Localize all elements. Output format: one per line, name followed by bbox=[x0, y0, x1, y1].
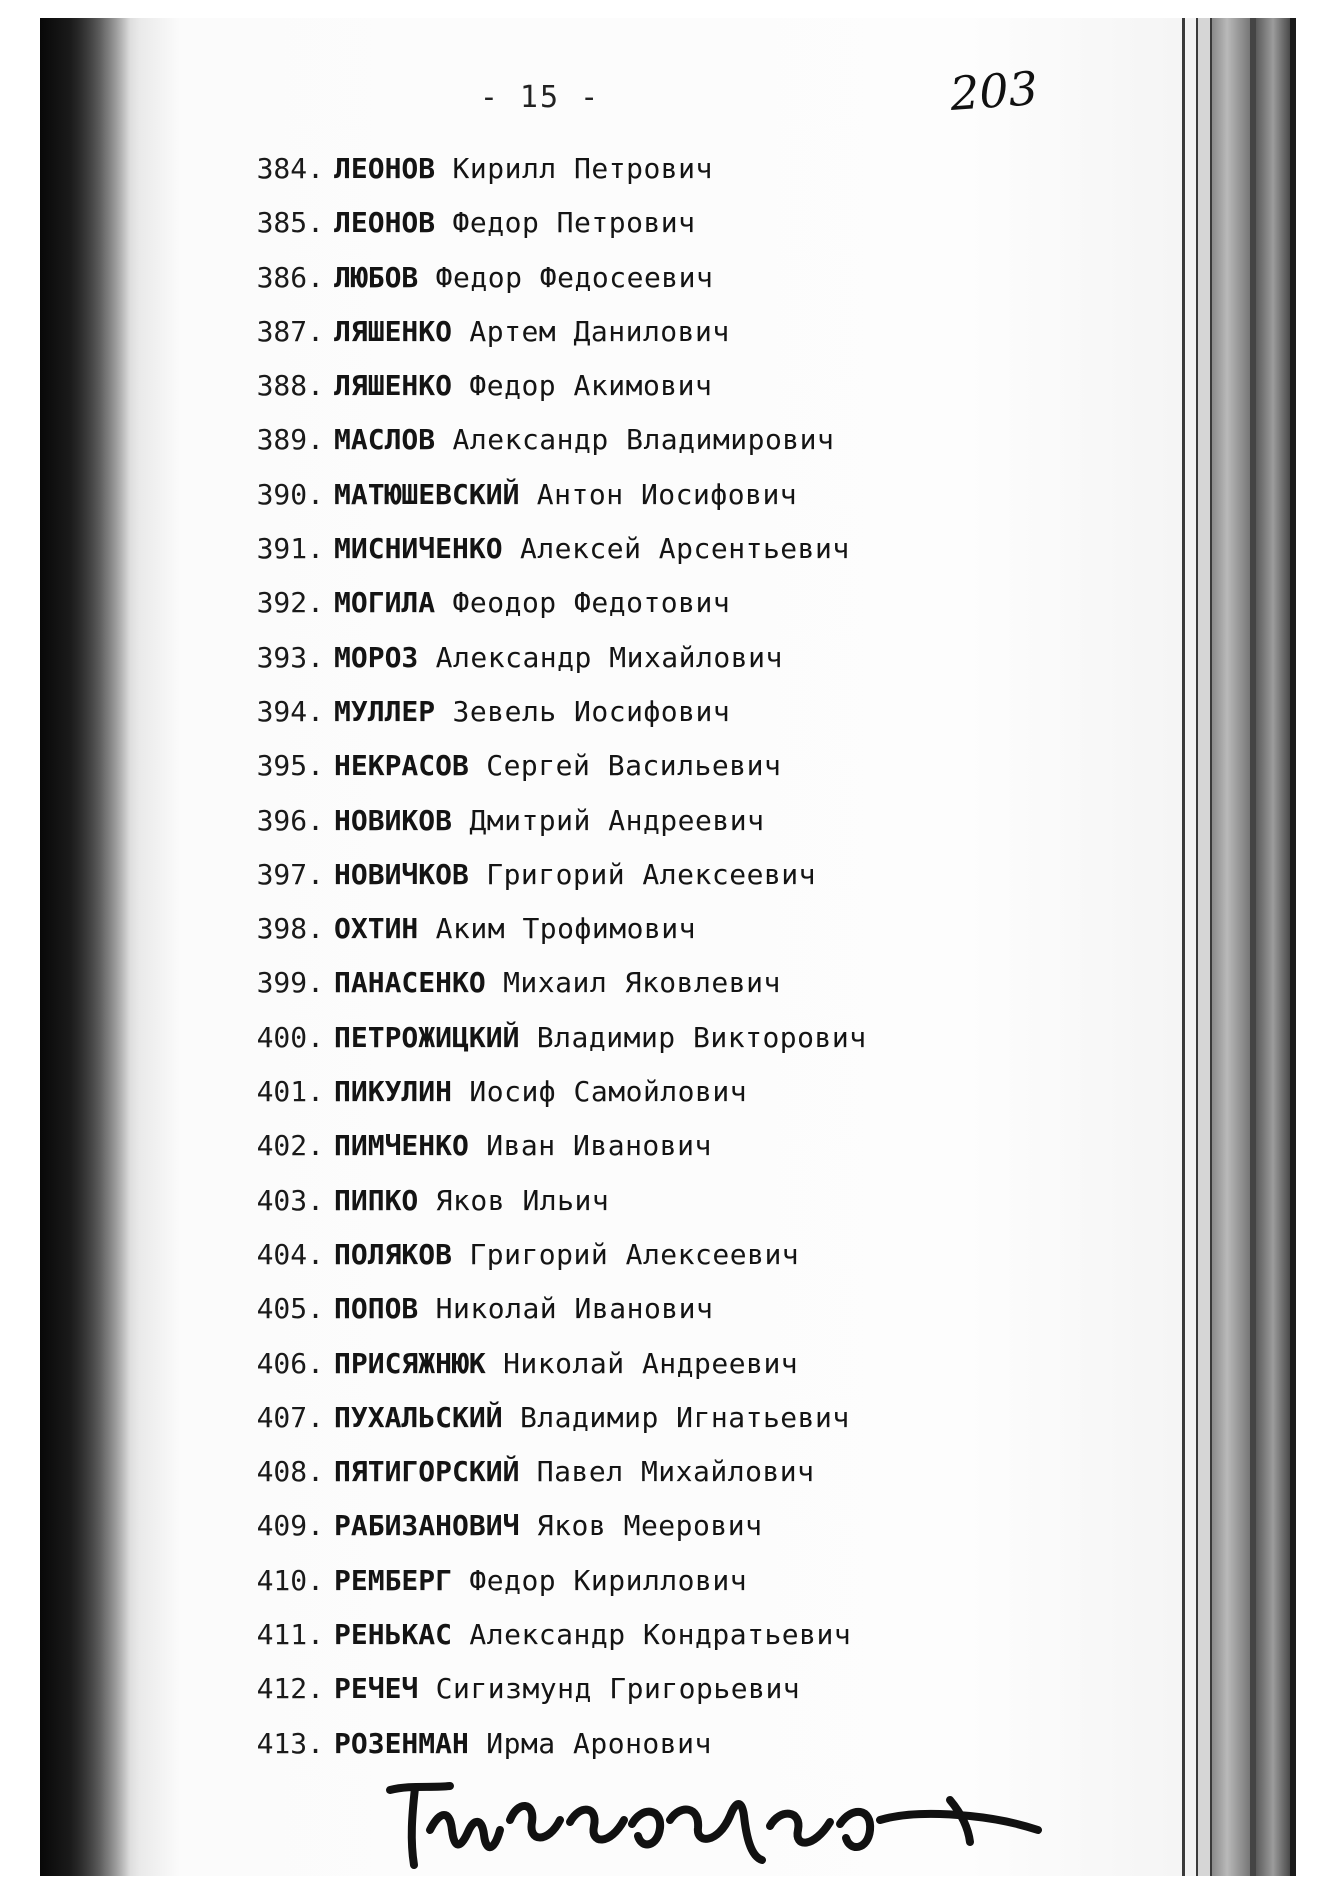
entry-surname: МАТЮШЕВСКИЙ bbox=[334, 477, 520, 511]
entry-surname: ПУХАЛЬСКИЙ bbox=[334, 1400, 503, 1434]
list-item bbox=[228, 1455, 867, 1509]
entry-number: 411. bbox=[256, 1618, 324, 1652]
entry-name bbox=[334, 1672, 800, 1705]
entry-name bbox=[334, 586, 730, 619]
list-item bbox=[228, 1509, 867, 1563]
entry-name bbox=[334, 423, 834, 456]
entry-surname: ПИМЧЕНКО bbox=[334, 1129, 469, 1163]
list-item bbox=[228, 206, 867, 260]
entry-number: 392. bbox=[256, 586, 324, 620]
entry-number: 384. bbox=[256, 152, 324, 185]
list-item bbox=[228, 478, 867, 532]
entry-given-names: Николай Иванович bbox=[435, 1292, 714, 1326]
entry-surname: МОРОЗ bbox=[334, 640, 419, 674]
entry-name bbox=[334, 966, 781, 999]
list-item bbox=[228, 804, 867, 858]
entry-name bbox=[334, 1509, 762, 1542]
entry-name bbox=[334, 1347, 798, 1380]
entry-given-names: Яков Меерович bbox=[536, 1509, 763, 1543]
entry-number: 410. bbox=[256, 1563, 324, 1597]
list-item bbox=[228, 261, 867, 315]
entry-surname: ПОПОВ bbox=[334, 1292, 419, 1326]
entry-name bbox=[334, 1292, 713, 1325]
entry-given-names: Владимир Викторович bbox=[536, 1020, 867, 1054]
entry-name bbox=[334, 1727, 712, 1760]
entry-surname: ПЕТРОЖИЦКИЙ bbox=[334, 1020, 520, 1054]
entry-number: 407. bbox=[256, 1400, 324, 1434]
list-item bbox=[228, 1618, 867, 1672]
list-item bbox=[228, 1129, 867, 1183]
entry-number: 413. bbox=[256, 1726, 324, 1760]
entry-surname: МАСЛОВ bbox=[334, 423, 436, 457]
page-edge bbox=[1290, 18, 1296, 1876]
entry-surname: РЕЧЕЧ bbox=[334, 1672, 419, 1706]
entry-number: 393. bbox=[256, 640, 324, 674]
entry-surname: МУЛЛЕР bbox=[334, 694, 436, 728]
entry-surname: НОВИЧКОВ bbox=[334, 857, 469, 891]
entry-given-names: Федор Акимович bbox=[469, 369, 713, 403]
entry-name bbox=[334, 1564, 747, 1597]
list-item bbox=[228, 1238, 867, 1292]
list-item bbox=[228, 641, 867, 695]
entry-given-names: Григорий Алексеевич bbox=[469, 1237, 800, 1271]
entry-number: 395. bbox=[256, 749, 324, 783]
list-item bbox=[228, 1564, 867, 1618]
entry-surname: ПИПКО bbox=[334, 1183, 419, 1217]
entry-name bbox=[334, 261, 713, 294]
entry-given-names: Павел Михайлович bbox=[536, 1455, 815, 1489]
entry-name bbox=[334, 1455, 815, 1488]
list-item bbox=[228, 532, 867, 586]
entry-name bbox=[334, 858, 816, 891]
entry-surname: НОВИКОВ bbox=[334, 803, 453, 837]
entry-number: 394. bbox=[256, 694, 324, 728]
entry-surname: МОГИЛА bbox=[334, 586, 436, 620]
entry-number: 385. bbox=[256, 206, 324, 240]
entry-name bbox=[334, 315, 730, 348]
entry-number: 386. bbox=[256, 260, 324, 294]
entry-surname: ПИКУЛИН bbox=[334, 1075, 453, 1109]
entry-name bbox=[334, 1021, 867, 1054]
entry-number: 396. bbox=[256, 803, 324, 837]
entry-number: 409. bbox=[256, 1509, 324, 1543]
entry-given-names: Иван Иванович bbox=[486, 1129, 712, 1163]
entry-number: 412. bbox=[256, 1672, 324, 1706]
entry-surname: ЛЕОНОВ bbox=[334, 206, 436, 240]
handwritten-signature bbox=[370, 1760, 1050, 1875]
entry-given-names: Феодор Федотович bbox=[452, 586, 731, 620]
entry-name bbox=[334, 1238, 799, 1271]
entry-name bbox=[334, 641, 783, 674]
entry-number: 389. bbox=[256, 423, 324, 457]
entry-number: 400. bbox=[256, 1020, 324, 1054]
entry-number: 391. bbox=[256, 532, 324, 566]
entry-given-names: Зевель Иосифович bbox=[452, 694, 731, 728]
entry-surname: ЛЕОНОВ bbox=[334, 152, 436, 185]
page-edge bbox=[1182, 18, 1185, 1876]
entry-surname: НЕКРАСОВ bbox=[334, 749, 469, 783]
entry-surname: ЛЯШЕНКО bbox=[334, 314, 453, 348]
page-number: - 15 - bbox=[479, 80, 601, 115]
entry-surname: РЕМБЕРГ bbox=[334, 1563, 453, 1597]
list-item bbox=[228, 1672, 867, 1726]
entry-number: 405. bbox=[256, 1292, 324, 1326]
list-item bbox=[228, 1401, 867, 1455]
entry-given-names: Ирма Аронович bbox=[486, 1726, 712, 1760]
entry-number: 390. bbox=[256, 477, 324, 511]
entry-surname: РАБИЗАНОВИЧ bbox=[334, 1509, 520, 1543]
entry-name bbox=[334, 369, 712, 402]
entry-given-names: Николай Андреевич bbox=[503, 1346, 799, 1380]
entry-name bbox=[334, 1401, 850, 1434]
entry-name bbox=[334, 695, 730, 728]
entry-given-names: Федор Федосеевич bbox=[435, 260, 714, 294]
list-item bbox=[228, 152, 867, 206]
entry-surname: РЕНЬКАС bbox=[334, 1618, 453, 1652]
entry-surname: ПОЛЯКОВ bbox=[334, 1237, 453, 1271]
list-item bbox=[228, 1075, 867, 1129]
entry-number: 398. bbox=[256, 912, 324, 946]
entry-name bbox=[334, 1184, 609, 1217]
entry-given-names: Александр Кондратьевич bbox=[469, 1618, 852, 1652]
entry-number: 397. bbox=[256, 857, 324, 891]
list-item bbox=[228, 1347, 867, 1401]
entry-name bbox=[334, 804, 764, 837]
list-item bbox=[228, 369, 867, 423]
entry-given-names: Михаил Яковлевич bbox=[503, 966, 781, 1000]
entry-number: 401. bbox=[256, 1075, 324, 1109]
list-item bbox=[228, 586, 867, 640]
entry-given-names: Сергей Васильевич bbox=[486, 749, 782, 783]
entry-name bbox=[334, 532, 850, 565]
entry-given-names: Федор Петрович bbox=[452, 206, 696, 240]
entry-name bbox=[334, 152, 713, 185]
entry-given-names: Аким Трофимович bbox=[435, 912, 697, 946]
entry-name bbox=[334, 1075, 747, 1108]
list-item bbox=[228, 423, 867, 477]
list-item bbox=[228, 858, 867, 912]
list-item bbox=[228, 695, 867, 749]
page-edge bbox=[1198, 18, 1210, 1876]
entry-number: 402. bbox=[256, 1129, 324, 1163]
page-edge bbox=[1186, 18, 1196, 1876]
entry-name bbox=[334, 206, 696, 239]
entry-name bbox=[334, 478, 797, 511]
entry-name bbox=[334, 1129, 712, 1162]
entry-given-names: Алексей Арсентьевич bbox=[519, 532, 850, 566]
entry-given-names: Федор Кириллович bbox=[469, 1563, 748, 1597]
entry-given-names: Сигизмунд Григорьевич bbox=[435, 1672, 801, 1706]
entry-given-names: Дмитрий Андреевич bbox=[469, 803, 765, 837]
name-list bbox=[228, 152, 867, 1781]
list-item bbox=[228, 1021, 867, 1075]
entry-given-names: Артем Данилович bbox=[469, 314, 730, 348]
list-item bbox=[228, 315, 867, 369]
entry-surname: ПРИСЯЖНЮК bbox=[334, 1346, 486, 1380]
entry-number: 408. bbox=[256, 1455, 324, 1489]
list-item bbox=[228, 1292, 867, 1346]
entry-given-names: Яков Ильич bbox=[435, 1183, 610, 1217]
entry-given-names: Антон Иосифович bbox=[536, 477, 798, 511]
entry-given-names: Кирилл Петрович bbox=[452, 152, 713, 185]
binding-shadow bbox=[40, 18, 130, 1876]
list-item bbox=[228, 912, 867, 966]
archive-sheet-number: 203 bbox=[948, 61, 1040, 121]
entry-surname: ЛЯШЕНКО bbox=[334, 369, 453, 403]
entry-given-names: Иосиф Самойлович bbox=[469, 1075, 748, 1109]
entry-name bbox=[334, 912, 696, 945]
entry-given-names: Владимир Игнатьевич bbox=[519, 1400, 850, 1434]
page-edge bbox=[1212, 18, 1250, 1876]
list-item bbox=[228, 749, 867, 803]
entry-surname: ПАНАСЕНКО bbox=[334, 966, 486, 1000]
entry-number: 404. bbox=[256, 1237, 324, 1271]
entry-surname: ОХТИН bbox=[334, 912, 419, 946]
entry-name bbox=[334, 1618, 851, 1651]
entry-number: 387. bbox=[256, 314, 324, 348]
entry-number: 399. bbox=[256, 966, 324, 1000]
list-item bbox=[228, 966, 867, 1020]
entry-surname: МИСНИЧЕНКО bbox=[334, 532, 503, 566]
entry-surname: ЛЮБОВ bbox=[334, 260, 419, 294]
entry-number: 403. bbox=[256, 1183, 324, 1217]
page-edge bbox=[1256, 18, 1290, 1876]
entry-given-names: Александр Владимирович bbox=[452, 423, 835, 457]
entry-surname: ПЯТИГОРСКИЙ bbox=[334, 1455, 520, 1489]
entry-number: 388. bbox=[256, 369, 324, 403]
entry-name bbox=[334, 749, 781, 782]
entry-number: 406. bbox=[256, 1346, 324, 1380]
entry-surname: РОЗЕНМАН bbox=[334, 1726, 469, 1760]
entry-given-names: Александр Михайлович bbox=[435, 640, 783, 674]
list-item bbox=[228, 1184, 867, 1238]
entry-given-names: Григорий Алексеевич bbox=[486, 857, 817, 891]
